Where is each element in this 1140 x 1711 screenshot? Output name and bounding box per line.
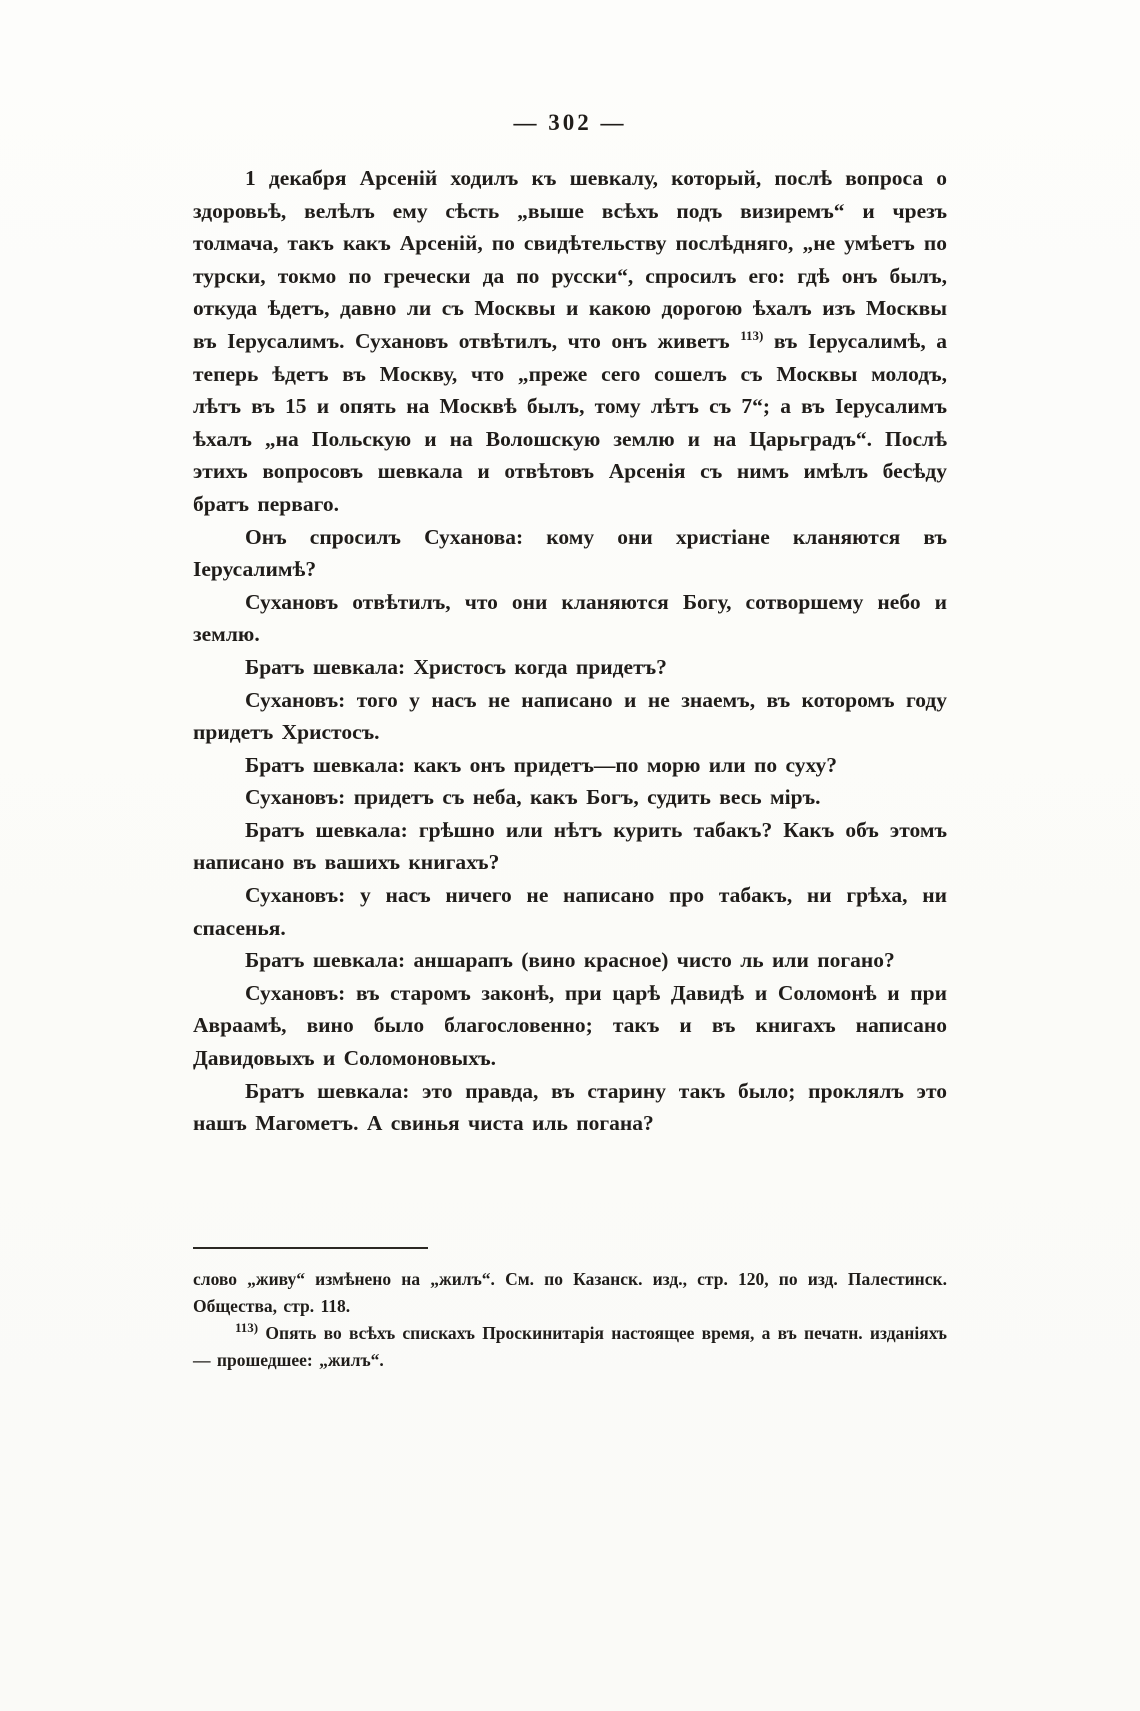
paragraph: Сухановъ отвѣтилъ, что они кланяются Богу, сотворшему небо и землю.	[193, 589, 947, 647]
footnotes	[193, 1266, 947, 1374]
footnote-separator	[193, 1247, 428, 1249]
footnote-text: Опять во всѣхъ спискахъ Проскинитарія настоящее время, а въ печатн. изданіяхъ — прошедшее: „жилъ“.	[193, 1323, 948, 1370]
paragraph: Братъ шевкала: аншарапъ (вино красное) чисто ль или погано?	[245, 948, 895, 973]
footnote	[193, 1320, 947, 1374]
paragraph: Сухановъ: придетъ съ неба, какъ Богъ, судить весь міръ.	[245, 785, 821, 810]
paragraph: Братъ шевкала: грѣшно или нѣтъ курить табакъ? Какъ объ этомъ написано въ вашихъ книгахъ?	[193, 817, 947, 875]
paragraph: Сухановъ: въ старомъ законѣ, при царѣ Давидѣ и Соломонѣ и при Авраамѣ, вино было благословенно; такъ и въ книгахъ написано Давидовыхъ и Соломоновыхъ.	[193, 980, 947, 1071]
paragraph: Сухановъ: того у насъ не написано и не знаемъ, въ которомъ году придетъ Христосъ.	[193, 687, 947, 745]
footnote-number: 113)	[235, 1320, 259, 1336]
paragraph: Братъ шевкала: какъ онъ придетъ—по морю или по суху?	[245, 752, 837, 777]
paragraph: Сухановъ: у насъ ничего не написано про табакъ, ни грѣха, ни спасенья.	[193, 883, 947, 940]
paragraph: Братъ шевкала: это правда, въ старину такъ было; проклялъ это нашъ Магометъ. А свинья чиста иль погана?	[193, 1078, 947, 1136]
footnote-ref: 113)	[740, 327, 764, 343]
main-text	[193, 162, 947, 1140]
paragraph: Онъ спросилъ Суханова: кому они христіане кланяются въ Іерусалимѣ?	[193, 524, 947, 582]
page-number: — 302 —	[513, 110, 627, 135]
paragraph	[193, 162, 947, 521]
footnote-continuation: слово „живу“ измѣнено на „жилъ“. См. по Казанск. изд., стр. 120, по изд. Палестинск. Общества, стр. 118.	[193, 1269, 947, 1316]
paragraph: Братъ шевкала: Христосъ когда придетъ?	[245, 654, 667, 679]
paragraph-text: 1 декабря Арсеній ходилъ къ шевкалу, который, послѣ вопроса о здоровьѣ, велѣлъ ему сѣсть „выше всѣхъ подъ визиремъ“ и чрезъ толмача, такъ какъ Арсеній, по свидѣтельству послѣдняго, „не умѣетъ по турски, токмо по гречески да по русски“, спросилъ его: гдѣ онъ былъ, откуда ѣдетъ, давно ли съ Москвы и какою дорогою ѣхалъ изъ Москвы въ Іерусалимъ. Сухановъ отвѣтилъ, что онъ живетъ	[193, 166, 947, 353]
paragraph-text: въ Іерусалимѣ, а теперь ѣдетъ въ Москву, что „преже сего сошелъ съ Москвы молодъ, лѣтъ въ 15 и опять на Москвѣ былъ, тому лѣтъ съ 7“; а въ Іерусалимъ ѣхалъ „на Польскую и на Волошскую землю и на Царьградъ“. Послѣ этихъ вопросовъ шевкала и отвѣтовъ Арсенія съ нимъ имѣлъ бесѣду братъ перваго.	[193, 328, 947, 516]
